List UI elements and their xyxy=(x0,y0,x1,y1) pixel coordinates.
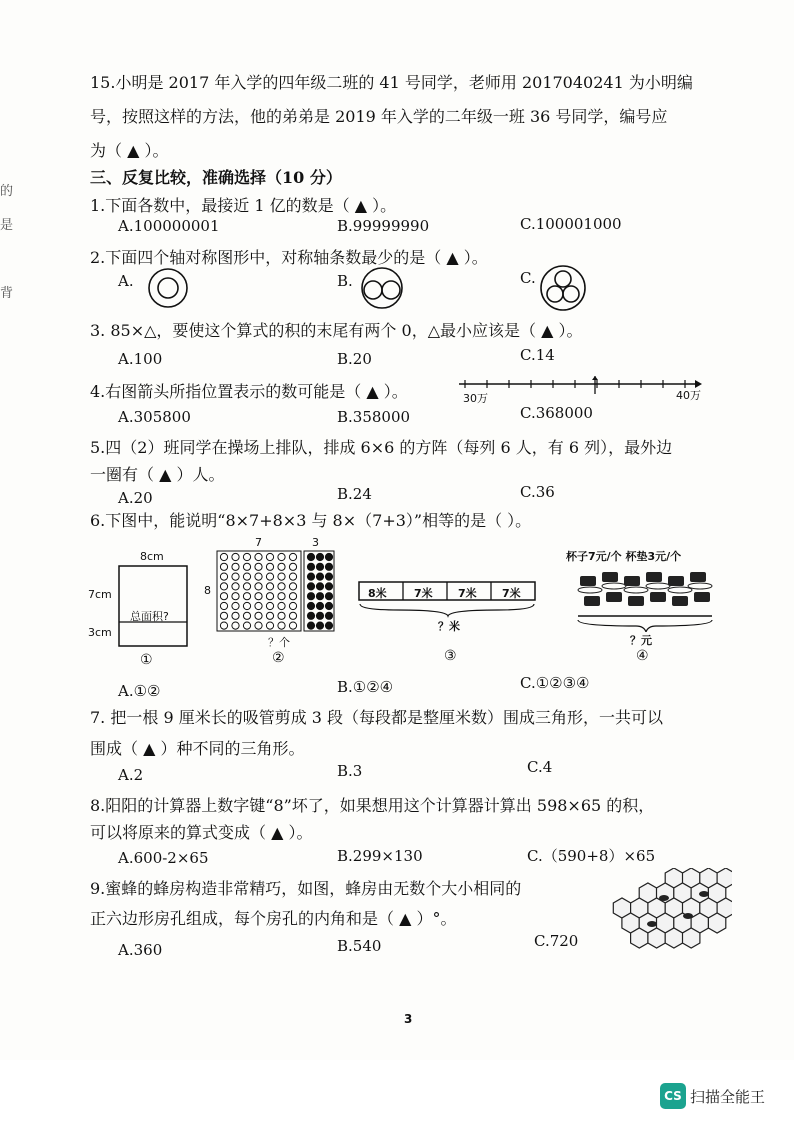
dot xyxy=(243,622,250,629)
cups-icon xyxy=(576,566,716,632)
dot xyxy=(255,553,262,560)
dot xyxy=(232,593,239,600)
hexagon xyxy=(648,928,665,948)
dot xyxy=(278,553,285,560)
dot xyxy=(220,602,227,609)
q1-option-a: A.100000001 xyxy=(118,217,220,235)
dot xyxy=(316,612,323,619)
dot xyxy=(325,573,332,580)
figure-3-segments xyxy=(358,580,538,670)
dot xyxy=(255,563,262,570)
fig2-bottom-label: ？个 xyxy=(268,636,290,649)
fig1-left-label-2: 3cm xyxy=(88,626,112,639)
fig3-segment-2: 7米 xyxy=(414,587,433,600)
dot xyxy=(255,593,262,600)
figure-1-rectangle xyxy=(88,550,198,670)
dot xyxy=(220,583,227,590)
q9-option-c: C.720 xyxy=(534,932,579,950)
dot xyxy=(243,583,250,590)
q3-stem: 3. 85×△，要使这个算式的积的末尾有两个 0，△最小应该是（ ▲ ）。 xyxy=(90,321,583,340)
q6-option-b: B.①②④ xyxy=(337,678,394,696)
dot xyxy=(325,622,332,629)
dot xyxy=(325,553,332,560)
dot xyxy=(220,593,227,600)
q3-option-a: A.100 xyxy=(118,350,163,368)
axis-right-label: 40万 xyxy=(676,389,701,402)
dot xyxy=(266,553,273,560)
dot xyxy=(289,573,296,580)
dot xyxy=(220,612,227,619)
dot xyxy=(232,622,239,629)
hexagon xyxy=(631,928,648,948)
dot xyxy=(289,593,296,600)
dot xyxy=(307,553,314,560)
dot xyxy=(255,622,262,629)
dot xyxy=(307,583,314,590)
margin-mark: 的 xyxy=(0,184,14,199)
bee xyxy=(659,895,669,901)
q5-line2: 一圈有（ ▲ ）人。 xyxy=(90,465,225,484)
dot xyxy=(316,593,323,600)
dot xyxy=(307,622,314,629)
dot xyxy=(307,602,314,609)
dot xyxy=(266,612,273,619)
dot xyxy=(316,602,323,609)
q2-option-a: A. xyxy=(118,272,134,290)
dot xyxy=(266,593,273,600)
dot xyxy=(278,622,285,629)
dot xyxy=(220,573,227,580)
dot xyxy=(255,602,262,609)
q8-line1: 8.阳阳的计算器上数字键“8”坏了，如果想用这个计算器计算出 598×65 的积， xyxy=(90,796,655,815)
fig4-top-label: 杯子7元/个 杯垫3元/个 xyxy=(566,550,682,563)
q2-stem: 2.下面四个轴对称图形中，对称轴条数最少的是（ ▲ ）。 xyxy=(90,248,488,267)
q5-line1: 5.四（2）班同学在操场上排队，排成 6×6 的方阵（每列 6 人，有 6 列），最外边 xyxy=(90,438,673,457)
q6-option-c: C.①②③④ xyxy=(520,674,590,692)
fig2-top-label-2: 3 xyxy=(312,536,319,549)
dot xyxy=(325,563,332,570)
dot xyxy=(325,593,332,600)
dot xyxy=(243,563,250,570)
dot xyxy=(266,583,273,590)
bee xyxy=(647,921,657,927)
dot xyxy=(243,602,250,609)
margin-mark: 背 xyxy=(0,286,14,301)
q1-stem: 1.下面各数中，最接近 1 亿的数是（ ▲ ）。 xyxy=(90,196,397,215)
fig1-center-label: 总面积? xyxy=(130,610,169,623)
section-title: 三、反复比较，准确选择（10 分） xyxy=(90,168,342,187)
dot xyxy=(278,573,285,580)
number-line-figure xyxy=(455,376,703,398)
dot xyxy=(325,602,332,609)
q8-line2: 可以将原来的算式变成（ ▲ ）。 xyxy=(90,823,313,842)
q8-option-a: A.600-2×65 xyxy=(118,849,209,867)
q4-stem: 4.右图箭头所指位置表示的数可能是（ ▲ ）。 xyxy=(90,382,408,401)
q4-option-a: A.305800 xyxy=(118,408,191,426)
dot xyxy=(266,622,273,629)
fig1-top-label: 8cm xyxy=(140,550,164,563)
dot xyxy=(307,573,314,580)
fig1-left-label-1: 7cm xyxy=(88,588,112,601)
honeycomb-icon xyxy=(612,868,732,954)
hexagon xyxy=(683,928,700,948)
q7-line1: 7. 把一根 9 厘米长的吸管剪成 3 段（每段都是整厘米数）围成三角形，一共可以 xyxy=(90,708,664,727)
camscanner-logo: CS xyxy=(660,1083,686,1109)
dot xyxy=(232,612,239,619)
dot xyxy=(316,622,323,629)
dot xyxy=(289,553,296,560)
q6-stem: 6.下图中，能说明“8×7+8×3 与 8×（7+3）”相等的是（ ）。 xyxy=(90,511,532,530)
dot xyxy=(325,583,332,590)
camscanner-label: 扫描全能王 xyxy=(690,1088,766,1106)
fig4-number: ④ xyxy=(636,648,649,664)
q3-option-b: B.20 xyxy=(337,350,372,368)
dot xyxy=(220,553,227,560)
dot xyxy=(307,593,314,600)
fig2-top-label-1: 7 xyxy=(255,536,262,549)
q15-line1: 15.小明是 2017 年入学的四年级二班的 41 号同学，老师用 2017040241 为小明编 xyxy=(90,73,693,92)
q15-line2: 号，按照这样的方法，他的弟弟是 2019 年入学的二年级一班 36 号同学，编号应 xyxy=(90,107,668,126)
hexagon xyxy=(708,913,725,933)
dot xyxy=(255,612,262,619)
dot xyxy=(266,563,273,570)
dot xyxy=(266,573,273,580)
q3-option-c: C.14 xyxy=(520,346,555,364)
q4-option-b: B.358000 xyxy=(337,408,411,426)
q7-option-a: A.2 xyxy=(118,766,144,784)
dot xyxy=(316,573,323,580)
dot xyxy=(232,602,239,609)
dot xyxy=(278,563,285,570)
dot xyxy=(220,563,227,570)
fig2-number: ② xyxy=(272,650,285,666)
fig3-bottom-label: ？米 xyxy=(438,620,460,633)
bee xyxy=(683,913,693,919)
q7-line2: 围成（ ▲ ）种不同的三角形。 xyxy=(90,739,305,758)
dot xyxy=(289,602,296,609)
dot xyxy=(278,583,285,590)
fig3-segment-3: 7米 xyxy=(458,587,477,600)
dot xyxy=(316,553,323,560)
q9-line2: 正六边形房孔组成，每个房孔的内角和是（ ▲ ）°。 xyxy=(90,909,457,928)
figure-4-cups xyxy=(566,548,716,670)
axis-left-label: 30万 xyxy=(463,392,488,405)
concentric-circles-figure xyxy=(146,266,190,310)
fig1-number: ① xyxy=(140,652,153,668)
q4-option-c: C.368000 xyxy=(520,404,593,422)
three-circles-figure xyxy=(538,263,588,313)
dot xyxy=(278,602,285,609)
q7-option-c: C.4 xyxy=(527,758,553,776)
dot xyxy=(243,573,250,580)
dot xyxy=(232,583,239,590)
dot xyxy=(255,573,262,580)
dot xyxy=(289,563,296,570)
dot xyxy=(289,612,296,619)
q1-option-c: C.100001000 xyxy=(520,215,622,233)
margin-mark: 是 xyxy=(0,218,14,233)
q2-option-b: B. xyxy=(337,272,353,290)
q7-option-b: B.3 xyxy=(337,762,363,780)
bee xyxy=(699,891,709,897)
dot xyxy=(243,593,250,600)
q9-option-a: A.360 xyxy=(118,941,163,959)
dot xyxy=(232,573,239,580)
dot xyxy=(278,593,285,600)
q8-option-c: C.（590+8）×65 xyxy=(527,847,656,865)
q5-option-a: A.20 xyxy=(118,489,153,507)
fig2-left-label: 8 xyxy=(204,584,211,597)
q2-option-c: C. xyxy=(520,269,536,287)
q8-option-b: B.299×130 xyxy=(337,847,423,865)
two-circles-figure xyxy=(355,266,409,310)
fig3-segment-1: 8米 xyxy=(368,587,387,600)
hexagon xyxy=(665,928,682,948)
fig3-number: ③ xyxy=(444,648,457,664)
q9-option-b: B.540 xyxy=(337,937,382,955)
page-number: 3 xyxy=(404,1012,413,1026)
dot xyxy=(325,612,332,619)
dot xyxy=(266,602,273,609)
dot xyxy=(243,553,250,560)
dot xyxy=(243,612,250,619)
q6-option-a: A.①② xyxy=(118,682,161,700)
dot xyxy=(316,583,323,590)
q15-line3: 为（ ▲ ）。 xyxy=(90,141,169,160)
dot xyxy=(255,583,262,590)
dot xyxy=(307,612,314,619)
dot xyxy=(289,622,296,629)
dot xyxy=(232,553,239,560)
q5-option-b: B.24 xyxy=(337,485,372,503)
q1-option-b: B.99999990 xyxy=(337,217,430,235)
dot xyxy=(316,563,323,570)
dot xyxy=(278,612,285,619)
dot xyxy=(232,563,239,570)
fig3-segment-4: 7米 xyxy=(502,587,521,600)
dot xyxy=(289,583,296,590)
q5-option-c: C.36 xyxy=(520,483,555,501)
figure-2-dot-array xyxy=(200,536,340,670)
q9-line1: 9.蜜蜂的蜂房构造非常精巧，如图，蜂房由无数个大小相同的 xyxy=(90,879,522,898)
dot xyxy=(220,622,227,629)
fig4-bottom-label: ？元 xyxy=(630,634,652,647)
dot xyxy=(307,563,314,570)
